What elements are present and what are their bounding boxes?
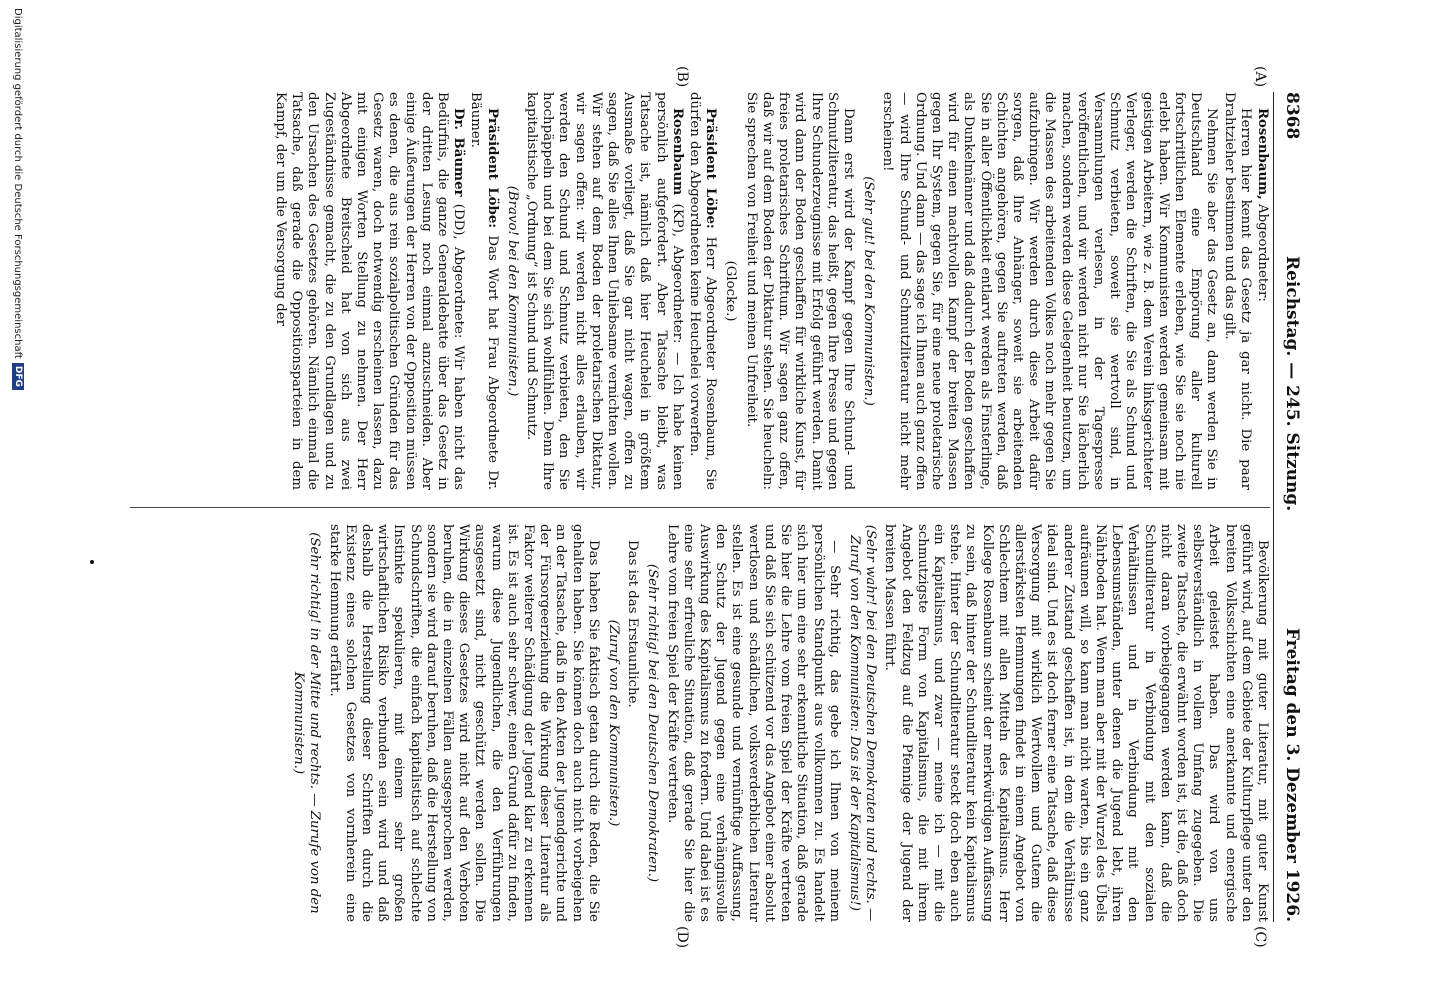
header-rule <box>1273 92 1274 922</box>
page-number: 8368 <box>1282 92 1302 140</box>
column-divider <box>130 507 1270 508</box>
paragraph-text: Das haben Sie faktisch getan durch die Reden, die Sie gehalten haben. Sie können doch auch nicht vorbeigehen an der Tatsache, daß in den Akten der Jugendgerichte und der Fürsorgeerziehung die Wirkung dieser Literatur als Faktor weiterer Schädigung der Jugend klar zu erkennen ist. Es ist auch sehr schwer, einen Grund dafür zu finden, warum diese Jugendlichen, die den Verführungen ausgesetzt sind, nicht geschützt werden sollen. Die Wirkung dieses Gesetzes wird nicht auf den Verboten beruhen, die in einzelnen Fällen ausgesprochen werden, sondern sie wird darauf beruhen, daß die Herstellung von Schundschriften, die einfach kapitalistisch auf schlechte Instinkte spekulieren, mit einem sehr großen wirtschaftlichen Risiko verbunden sein wird und daß deshalb die Herstellung dieser Schriften durch die Existenz eines solchen Gesetzes von vornherein eine starke Hemmung erfährt. <box>326 524 601 922</box>
stage-note: (Glocke.) <box>723 260 739 322</box>
paragraph-text: Herr Abgeordneter Rosenbaum, Sie dürfen den Abgeordneten keine Heuchelei vorwerfen. <box>687 92 719 490</box>
paragraph-text: Das ist das Erstaunliche. <box>625 540 641 708</box>
paragraph-text: Nehmen Sie aber das Gesetz an, dann werden Sie in Deutschland eine Empörung aller kulturell fortschrittlichen Elemente erleben, wie Sie sie noch nie erlebt haben. Wir Kommunisten werden gemeinsam mit geistigen Arbeitern, wie z. B. dem Verein linksgerichteter Verleger, werden die Schriften, die Sie als Schund und Schmutz verbieten, soweit sie wertvoll sind, in Versammlungen verlesen, in der Tagespresse veröffentlichen, und wir werden nicht nur Sie lächerlich machen, sondern werden diese Gelegenheit benutzen, um die Massen des arbeitenden Volkes noch mehr gegen Sie aufzubringen. Wir werden durch diese Arbeit dafür sorgen, daß Ihre Anhänger, soweit sie arbeitenden Schichten angehören, gegen Sie auftreten werden, daß Sie in aller Öffentlichkeit entlarvt werden als Finsterlinge, als Dunkelmänner und daß dadurch der Boden geschaffen wird für einen machtvollen Kampf der breiten Massen gegen Ihr System, gegen Sie, für eine neue proletarische Ordnung. Und dann — das sage ich Ihnen auch ganz offen — wird Ihre Schund- und Schmutzliteratur nicht mehr erscheinen! <box>880 92 1220 490</box>
paragraph <box>624 524 640 922</box>
paragraph <box>523 92 685 490</box>
paragraph-text: Abgeordneter: <box>1255 199 1270 302</box>
paragraph <box>686 92 718 490</box>
interjection: (Sehr richtig! in der Mitte und rechts. — Zurufe von den Kommunisten.) <box>291 532 323 914</box>
digitization-footer <box>12 8 24 390</box>
paragraph <box>881 524 1270 922</box>
paragraph-text: — Sehr richtig, das gebe ich Ihnen von meinem persönlichen Standpunkt aus vollkommen zu. Es handelt sich hier um eine sehr erkenntliche Situation, daß gerade Sie hier die Lehre vom freien Spiel der Kräfte vertreten und daß Sie sich schützend vor das Angebot einer absolut wertlosen und schädlichen, volksverderblichen Literatur stellen. Es ist eine gesunde und vernünftige Auffassung, den Schutz der Jugend gegen eine verhängnisvolle Auswirkung des Kapitalismus zu fordern. Und dabei ist es eine sehr erfreuliche Situation, daß gerade Sie hier die Lehre vom freien Spiel der Kräfte vertreten. <box>664 524 842 922</box>
paragraph-text: Herren hier kennt das Gesetz ja gar nicht. Die paar Drahtzieher bestimmen und das gilt. <box>1221 92 1253 490</box>
interjection: (Sehr richtig! bei den Deutschen Demokraten.) <box>645 563 661 883</box>
page <box>102 66 1302 949</box>
interjection: (Sehr gut! bei den Kommunisten.) <box>861 176 877 406</box>
paragraph <box>467 92 499 490</box>
paragraph-text: Dann erst wird der Kampf gegen Ihre Schund- und Schmutzliteratur, das heißt, gegen Ihre Presse und gegen Ihre Schunderzeugnisse mit Erfolg geführt werden. Damit wird dann der Boden geschaffen für wirkliche Kunst, für freies proletarisches Schrifttum. Wir sagen ganz offen, daß wir auf dem Boden der Diktatur stehen. Sie heucheln: Sie sprechen von Freiheit und meinen Unfreiheit. <box>743 92 856 490</box>
interjection: (Bravo! bei den Kommunisten.) <box>504 185 520 397</box>
paragraph-text: Bevölkerung mit guter Literatur, mit guter Kunst geführt wird, auf dem Gebiete der Kulturpflege unter den breiten Volksschichten eine anerkannte und energische Arbeit geleistet haben. Das wird von uns selbstverständlich in vollem Umfang zugegeben. Die zweite Tatsache, die erwähnt worden ist, ist die, daß doch nicht daran vorbeigegangen werden kann, daß die Schundliteratur in Verbindung mit den sozialen Verhältnissen und in Verbindung mit den Lebensumständen, unter denen die Jugend lebt, ihren Nährboden hat. Wenn man aber mit der Wurzel des Übels aufräumen will, so kann man nicht warten, bis ein ganz anderer Zustand geschaffen ist, in dem die Verhältnisse ideal sind. Und es ist doch ferner eine Tatsache, daß diese Versorgung mit wirklich Wertvollem und Gutem die allerstärksten Hemmungen findet in einem Angebot von Schlechtem mit allen Mitteln des Kapitalismus. Herr Kollege Rosenbaum scheint der merkwürdigen Auffassung zu sein, daß hinter der Schundliteratur kein Kapitalismus stehe. Hinter der Schundliteratur steckt doch eben auch ein Kapitalismus, und zwar — meine ich — mit die schmutzigste Form von Kapitalismus, die mit ihrem Angebot den Feldzug auf die Pfennige der Jugend der breiten Massen führt. <box>882 524 1270 922</box>
margin-letter-a: (A) <box>1252 66 1268 88</box>
speaker-name: Dr. Bäumer <box>451 108 467 197</box>
paragraph <box>325 524 600 922</box>
speaker-name: Rosenbaum, <box>1255 108 1270 200</box>
paragraph <box>272 92 466 490</box>
paragraph-text: Das Wort hat Frau Abgeordnete Dr. Bäumer. <box>468 92 500 490</box>
interjection: (Zuruf von den Kommunisten.) <box>606 619 622 827</box>
speaker-name: Rosenbaum <box>669 108 685 196</box>
paragraph-text: (KP), Abgeordneter: — Ich habe keinen persönlich aufgefordert. Aber Tatsache bleibt, was Tatsache ist, nämlich daß hier Heuchelei in größtem Ausmaße vorliegt, daß Sie gar nicht wagen, offen zu sagen, daß Sie alles Ihnen Unliebsame vernichten wollen. Wir stehen auf dem Boden der proletarischen Diktatur, wir sagen offen: wir werden nicht alles erlauben, wir werden den Schund und Schmutz verbieten, den Sie hochpäppeln und bei dem Sie sich wohlfühlen. Denn Ihre kapitalistische „Ordnung“ ist Schund und Schmutz. <box>524 92 685 490</box>
margin-letter-c: (C) <box>1252 926 1268 948</box>
paragraph <box>879 92 1219 490</box>
paragraph <box>663 524 841 922</box>
header-title: Reichstag. — 245. Sitzung. <box>1282 255 1302 512</box>
paragraph-text: (DD), Abgeordnete: Wir haben nicht das Bedürfnis, die ganze Generaldebatte über das Gesetz in der dritten Lesung noch einmal anzuschneiden. Aber einige Äußerungen der Herren von der Opposition müssen es denen, die aus rein sozialpolitischen Gründen für das Gesetz waren, doch notwendig erscheinen lassen, dazu mit einigen Worten Stellung zu nehmen. Der Herr Abgeordnete Breitscheid hat von sich aus zwei Zugeständnisse gemacht, die zu den Grundlagen und zu den Ursachen des Gesetzes gehören. Nämlich einmal die Tatsache, daß gerade die Oppositionsparteien in dem Kampf, der um die Versorgung der <box>273 92 467 490</box>
margin-letter-b: (B) <box>674 66 690 88</box>
right-column <box>286 524 1270 922</box>
header-date: Freitag den 3. Dezember 1926. <box>1282 627 1302 922</box>
left-column <box>271 92 1270 490</box>
footer-text: Digitalisierung gefördert durch die Deutsche Forschungsgemeinschaft <box>12 8 24 359</box>
paragraph <box>1220 92 1252 490</box>
scan-speck <box>90 560 94 564</box>
page-header <box>1274 92 1302 922</box>
speaker-name: Präsident Löbe: <box>484 108 500 229</box>
interjection: (Sehr wahr! bei den Deutschen Demokraten und rechts. — Zuruf von den Kommunisten: Das ist der Kapitalismus!) <box>846 524 879 922</box>
margin-letter-d: (D) <box>674 926 690 949</box>
paragraph <box>1254 92 1270 490</box>
dfg-logo: DFG <box>12 363 24 390</box>
speaker-name: Präsident Löbe: <box>703 108 719 229</box>
paragraph <box>743 92 856 490</box>
